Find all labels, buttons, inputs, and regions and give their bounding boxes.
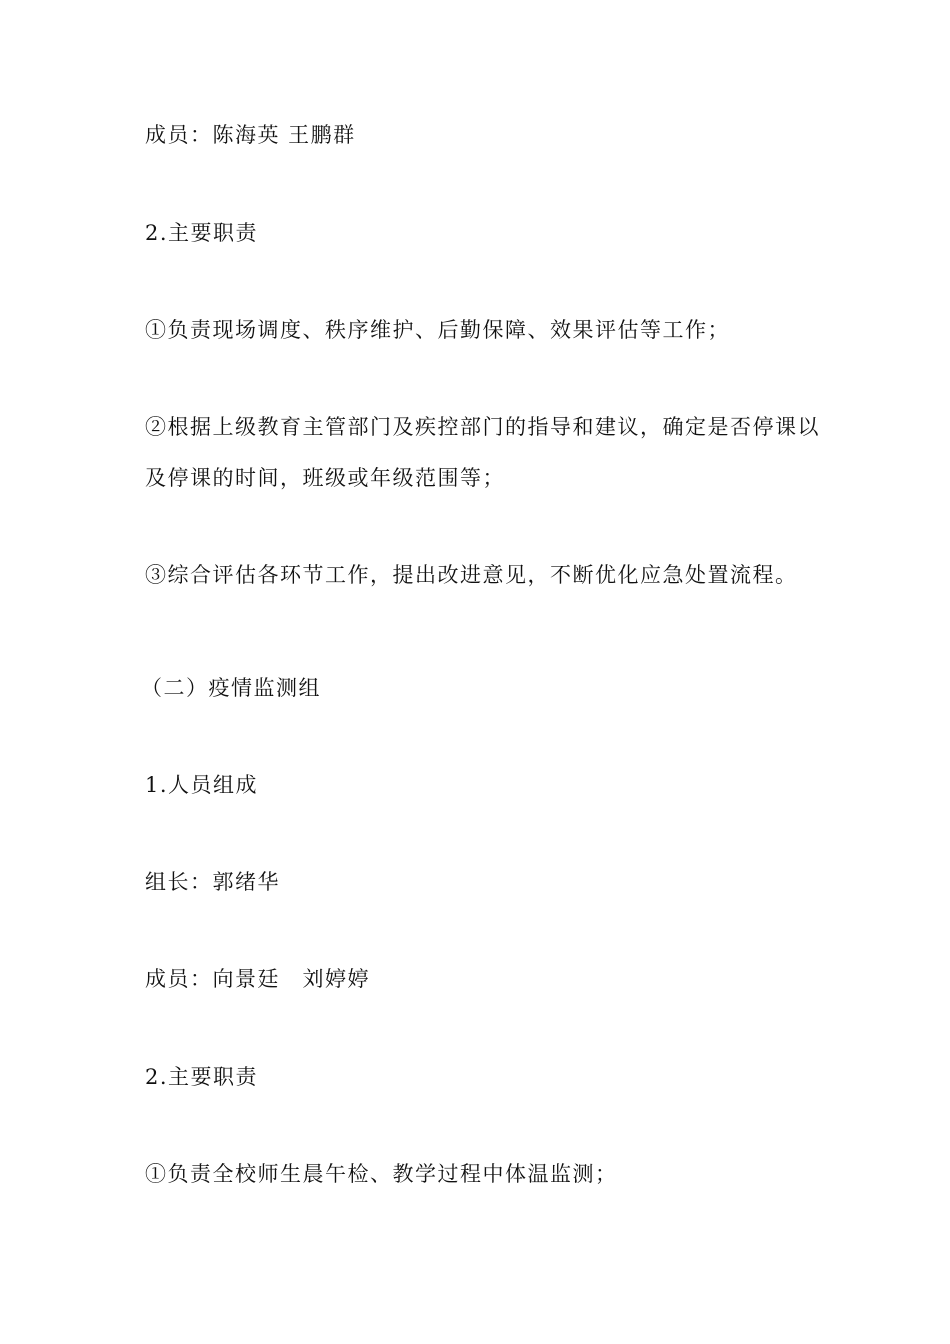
duty-item-2-line-2: 及停课的时间，班级或年级范围等；: [145, 466, 505, 490]
group-leader-line: 组长：郭绪华: [145, 870, 280, 894]
section-heading-duties-2: 2.主要职责: [145, 1065, 259, 1089]
members-line-2: 成员：向景廷 刘婷婷: [145, 967, 370, 991]
section-heading-duties-1: 2.主要职责: [145, 221, 259, 245]
duty-item-2-line-1: ②根据上级教育主管部门及疾控部门的指导和建议，确定是否停课以: [145, 415, 820, 439]
members-line-1: 成员：陈海英 王鹏群: [145, 123, 356, 147]
duty-item-3: ③综合评估各环节工作，提出改进意见，不断优化应急处置流程。: [145, 563, 798, 587]
section-heading-composition: 1.人员组成: [145, 773, 259, 797]
group-heading-monitoring: （二）疫情监测组: [141, 676, 321, 700]
duty-item-1: ①负责现场调度、秩序维护、后勤保障、效果评估等工作；: [145, 318, 730, 342]
duty-item-4: ①负责全校师生晨午检、教学过程中体温监测；: [145, 1162, 618, 1186]
